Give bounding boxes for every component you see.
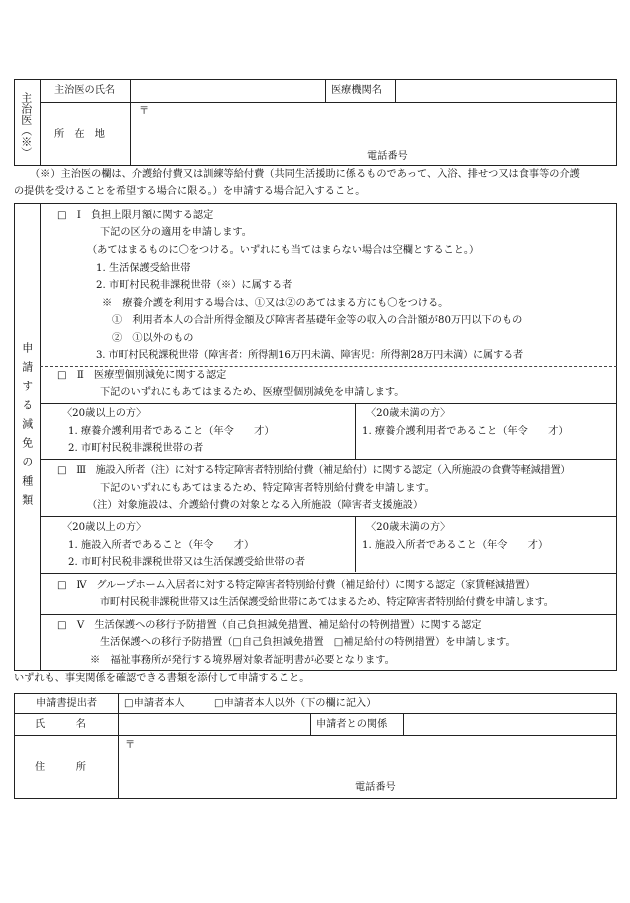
section-1-line-1: 下記の区分の適用を申請します。 xyxy=(100,227,252,238)
section-1-line-8: 3. 市町村民税課税世帯（障害者：所得割16万円未満、障害児：所得割28万円未満）に属する者 xyxy=(96,350,523,361)
section-1-line-2: （あてはまるものに〇をつける。いずれにも当てはまらない場合は空欄とすること。） xyxy=(87,245,480,256)
submitter-option-other[interactable]: □申請者本人以外（下の欄に記入） xyxy=(214,698,377,709)
section-2-over20-item-2: 2. 市町村民税非課税世帯の者 xyxy=(68,443,204,454)
section-2-under20-heading: 〈20歳未満の方〉 xyxy=(366,408,451,419)
section-1-line-7: ② ①以外のもの xyxy=(112,333,194,344)
section-5-line-1: 生活保護への移行予防措置（□自己負担減免措置 □補足給付の特例措置）を申請します。 xyxy=(100,637,516,648)
doctor-phone-label: 電話番号 xyxy=(367,151,408,162)
section-3-title: □ Ⅲ 施設入所者（注）に対する特定障害者特別給付費（補足給付）に関する認定（入所施設の食費等軽減措置） xyxy=(57,465,571,476)
section-5-line-2: ※ 福祉事務所が発行する境界層対象者証明書が必要となります。 xyxy=(90,655,395,666)
attach-note: いずれも、事実関係を確認できる書類を添付して申請すること。 xyxy=(14,673,310,684)
doctor-side-label: 主治医（※） xyxy=(19,92,33,158)
submitter-name-label: 氏 名 xyxy=(35,719,86,730)
section-5-title: □ Ⅴ 生活保護への移行予防措置（自己負担減免措置、補足給付の特例措置）に関する認定 xyxy=(57,620,482,631)
section-3-line-1: 下記のいずれにもあてはまるため、特定障害者特別給付費を申請します。 xyxy=(100,483,435,494)
section-2-line-1: 下記のいずれにもあてはまるため、医療型個別減免を申請します。 xyxy=(100,387,405,398)
section-3-over20-heading: 〈20歳以上の方〉 xyxy=(62,522,147,533)
submitter-label: 申請書提出者 xyxy=(36,698,98,709)
section-1-line-5: ※ 療養介護を利用する場合は、①又は②のあてはまる方にも〇をつける。 xyxy=(102,298,449,309)
submitter-phone-label: 電話番号 xyxy=(355,782,396,793)
section-4-title: □ Ⅳ グループホーム入居者に対する特定障害者特別給付費（補足給付）に関する認定（家賃軽減措置） xyxy=(57,580,536,591)
submitter-address-label: 住 所 xyxy=(35,762,86,773)
section-1-line-6: ① 利用者本人の合計所得金額及び障害者基礎年金等の収入の合計額が80万円以下のもの xyxy=(112,315,523,326)
submitter-postal-mark: 〒 xyxy=(125,740,136,751)
section-3-over20-item-1: 1. 施設入所者であること（年令 才） xyxy=(68,540,255,551)
reduction-side-label: 申請する減免の種類 xyxy=(20,342,34,513)
doctor-note-line-1: （※）主治医の欄は、介護給付費又は訓練等給付費（共同生活援助に係るものであって、入浴、排せつ又は食事等の介護 xyxy=(30,169,580,180)
doctor-note-line-2: の提供を受けることを希望する場合に限る。）を申請する場合記入すること。 xyxy=(14,186,366,197)
section-3-under20-item-1: 1. 施設入所者であること（年令 才） xyxy=(362,540,549,551)
relation-label: 申請者との関係 xyxy=(316,719,388,730)
section-2-over20-heading: 〈20歳以上の方〉 xyxy=(62,408,147,419)
section-3-over20-item-2: 2. 市町村民税非課税世帯又は生活保護受給世帯の者 xyxy=(68,557,306,568)
doctor-address-label: 所 在 地 xyxy=(54,129,105,140)
submitter-option-self[interactable]: □申請者本人 xyxy=(124,698,185,709)
section-2-over20-item-1: 1. 療養介護利用者であること（年令 才） xyxy=(68,426,275,437)
section-3-line-2: （注）対象施設は、介護給付費の対象となる入所施設（障害者支援施設） xyxy=(87,500,424,511)
section-4-line-1: 市町村民税非課税世帯又は生活保護受給世帯にあてはまるため、特定障害者特別給付費を申請します。 xyxy=(100,597,554,608)
section-1-title: □ Ⅰ 負担上限月額に関する認定 xyxy=(57,210,214,221)
section-2-under20-item-1: 1. 療養介護利用者であること（年令 才） xyxy=(362,426,569,437)
section-2-title: □ Ⅱ 医療型個別減免に関する認定 xyxy=(57,370,227,381)
doctor-name-label: 主治医の氏名 xyxy=(54,85,116,96)
section-1-line-4: 2. 市町村民税非課税世帯（※）に属する者 xyxy=(96,280,293,291)
section-1-line-3: 1. 生活保護受給世帯 xyxy=(96,263,191,274)
section-3-under20-heading: 〈20歳未満の方〉 xyxy=(366,522,451,533)
institution-label: 医療機関名 xyxy=(331,85,382,96)
doctor-postal-mark: 〒 xyxy=(139,106,150,117)
